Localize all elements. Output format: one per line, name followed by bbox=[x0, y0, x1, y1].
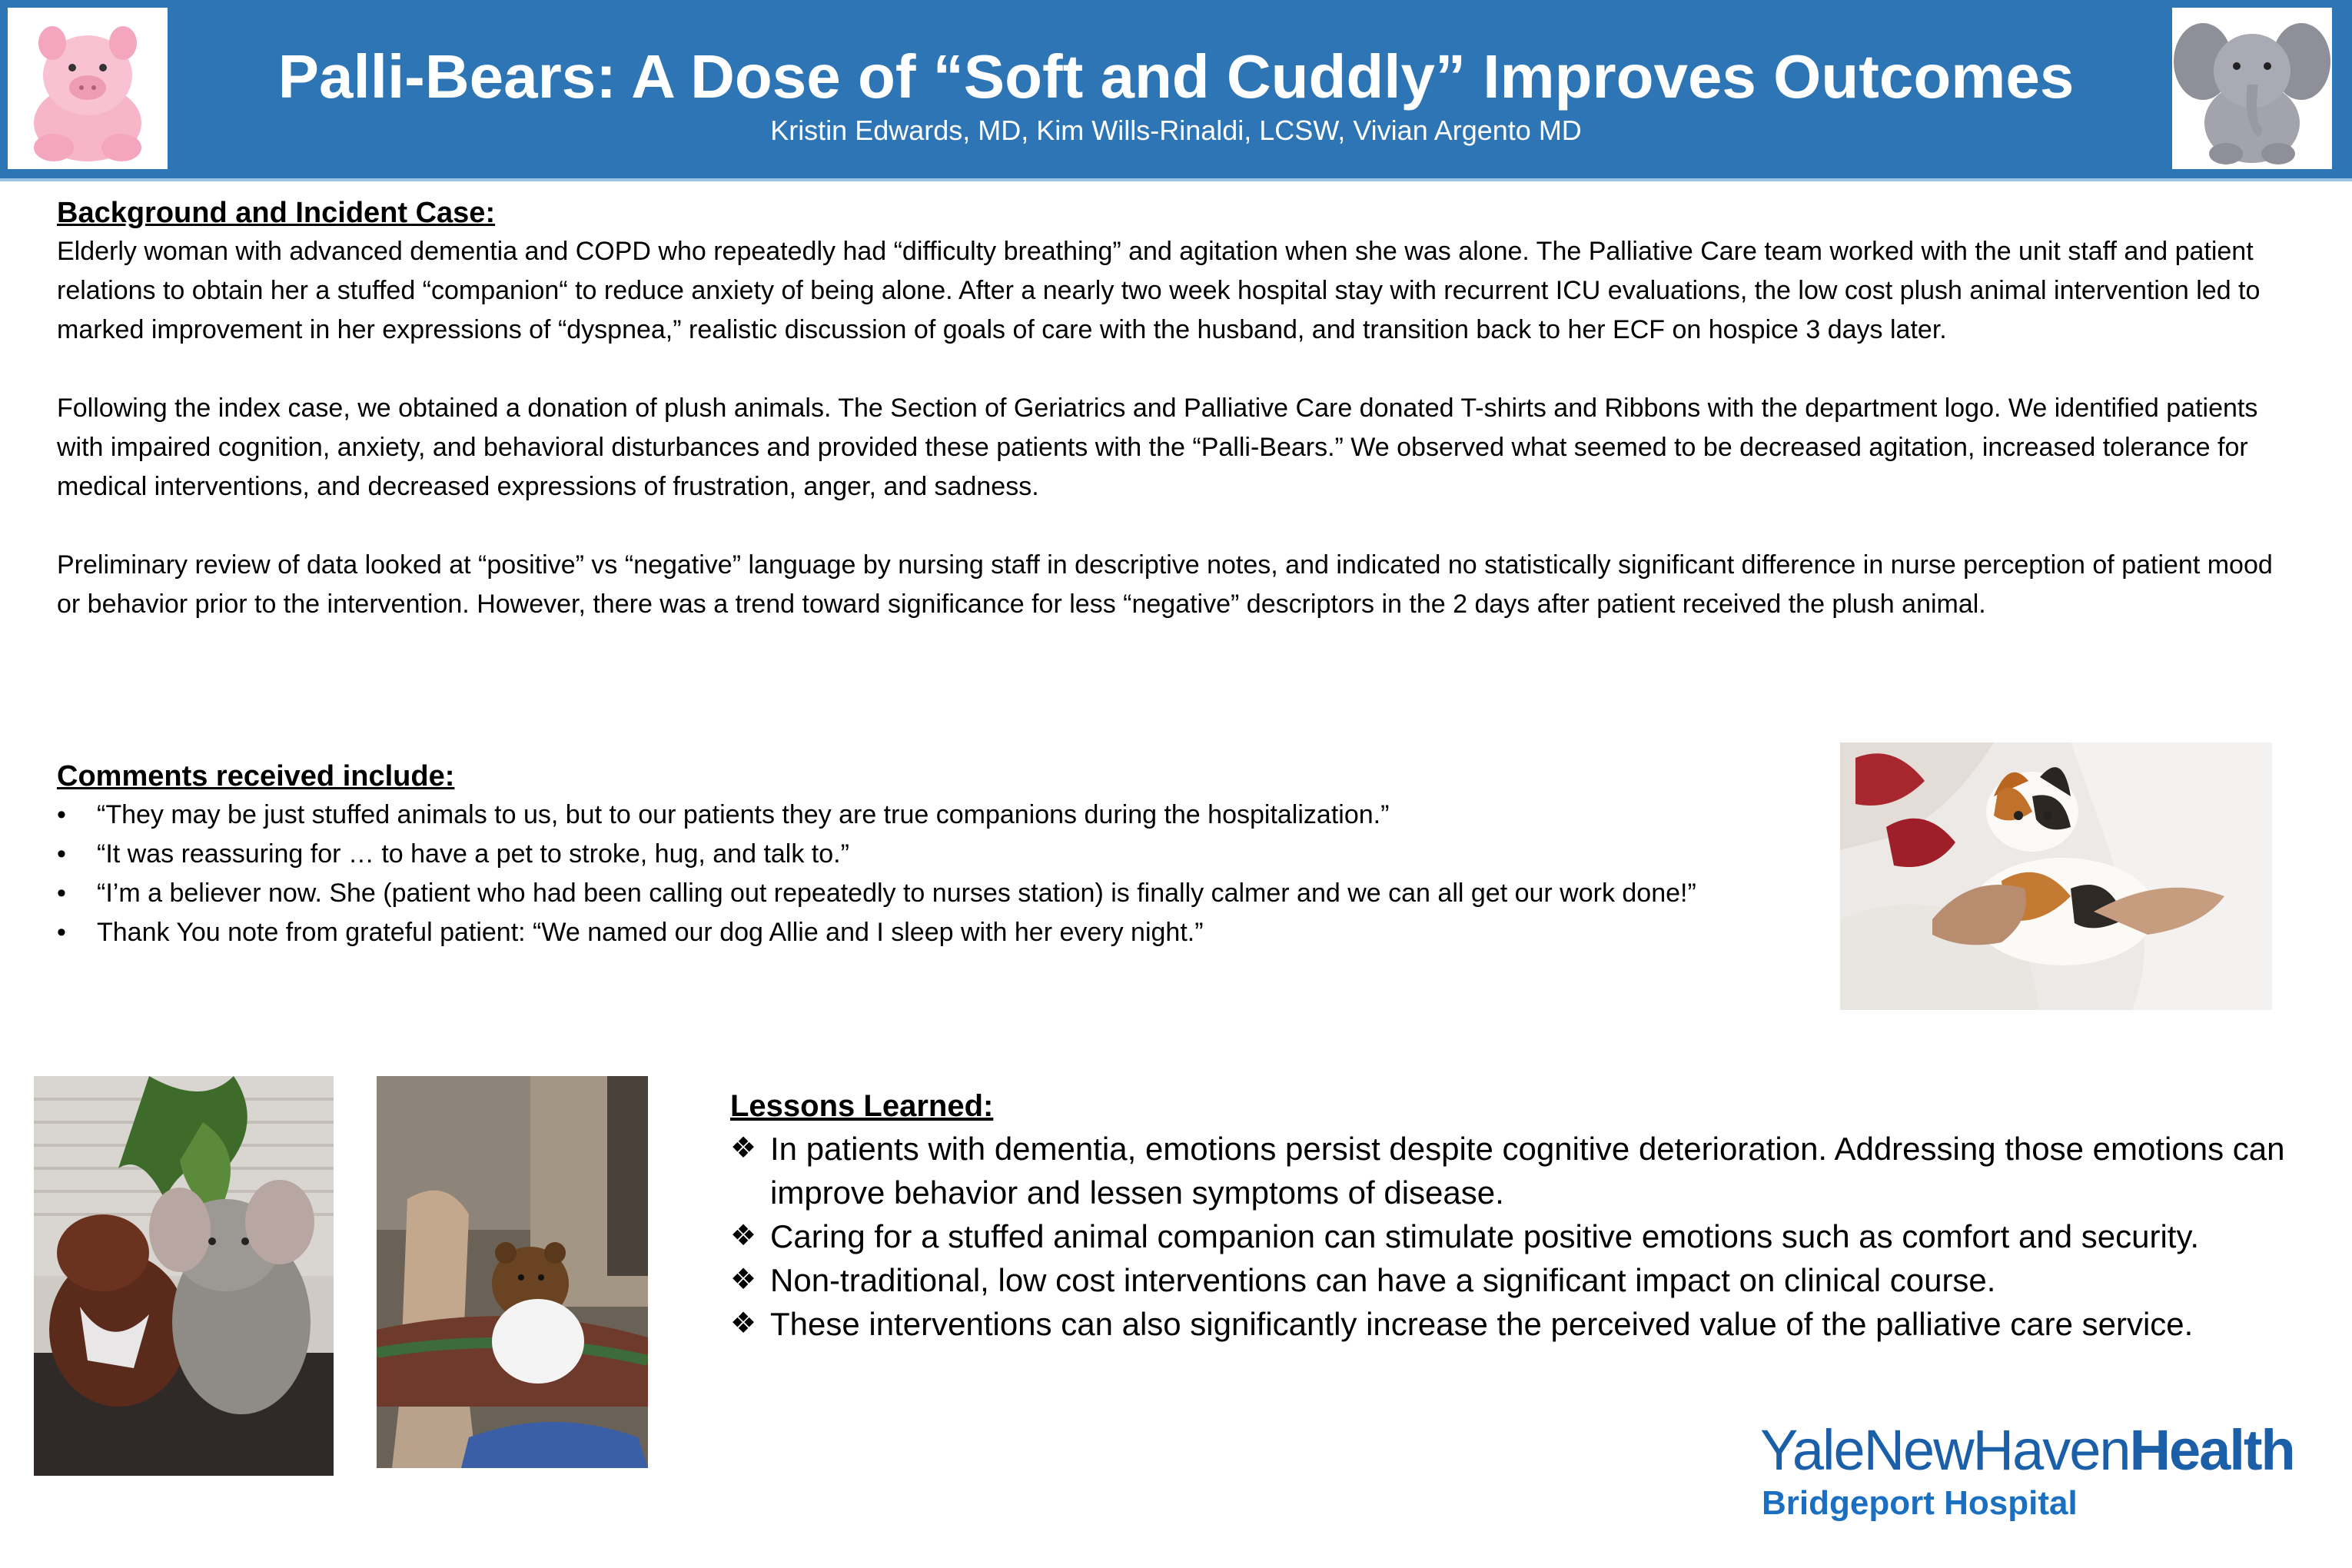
list-item bbox=[57, 796, 1794, 835]
logo-yale-text: YaleNewHaven bbox=[1760, 1418, 2130, 1482]
pink-plush-pig-photo bbox=[8, 8, 168, 169]
lesson-text: Caring for a stuffed animal companion can stimulate positive emotions such as comfort and security. bbox=[770, 1218, 2200, 1254]
lesson-text: In patients with dementia, emotions persist despite cognitive deterioration. Addressing those emotions can improve behavior and lessen symptoms of disease. bbox=[770, 1131, 2285, 1211]
diamond-bullet-icon: ❖ bbox=[730, 1132, 757, 1164]
background-paragraph: Preliminary review of data looked at “positive” vs “negative” language by nursing staff in descriptive notes, and indicated no statistically significant difference in nurse perception of patient mood or behavior prior to the intervention. However, there was a trend toward significance for less “negative” descriptors in the 2 days after patient received the plush animal. bbox=[57, 550, 2273, 619]
bear-with-patient-foot-photo bbox=[377, 1076, 648, 1468]
lessons-list bbox=[730, 1127, 2314, 1346]
list-item bbox=[57, 874, 1794, 913]
poster-authors: Kristin Edwards, MD, Kim Wills-Rinaldi, LCSW, Vivian Argento MD bbox=[770, 115, 1582, 146]
yale-new-haven-health-logo bbox=[1760, 1418, 2294, 1533]
list-item bbox=[57, 913, 1794, 952]
poster-header bbox=[0, 0, 2352, 181]
background-paragraph: Following the index case, we obtained a donation of plush animals. The Section of Geriatrics and Palliative Care donated T-shirts and Ribbons with the department logo. We identified patients with impaired cognition, anxiety, and behavioral disturbances and provided these patients with the “Palli-Bears.” We observed what seemed to be decreased agitation, increased tolerance for medical interventions, and decreased expressions of frustration, anger, and sadness. bbox=[57, 394, 2258, 501]
list-item bbox=[57, 835, 1794, 874]
lesson-text: These interventions can also significantly increase the perceived value of the palliative care service. bbox=[770, 1306, 2194, 1342]
poster-title: Palli-Bears: A Dose of “Soft and Cuddly” Improves Outcomes bbox=[277, 42, 2075, 111]
bullet-icon: • bbox=[57, 839, 66, 869]
diamond-bullet-icon: ❖ bbox=[730, 1307, 757, 1340]
moose-and-elephant-plush-photo bbox=[34, 1076, 334, 1476]
logo-wordmark bbox=[1760, 1418, 2294, 1483]
logo-health-text: Health bbox=[2129, 1418, 2294, 1482]
background-heading: Background and Incident Case: bbox=[57, 197, 496, 229]
background-section bbox=[57, 194, 2278, 663]
bullet-icon: • bbox=[57, 800, 66, 829]
lessons-heading: Lessons Learned: bbox=[730, 1089, 994, 1123]
comment-text: “It was reassuring for … to have a pet to stroke, hug, and talk to.” bbox=[97, 839, 849, 869]
list-item bbox=[730, 1258, 2314, 1302]
list-item bbox=[730, 1127, 2314, 1214]
bullet-icon: • bbox=[57, 879, 66, 908]
list-item bbox=[730, 1214, 2314, 1258]
list-item bbox=[730, 1302, 2314, 1346]
comments-heading: Comments received include: bbox=[57, 760, 455, 792]
background-paragraph: Elderly woman with advanced dementia and COPD who repeatedly had “difficulty breathing” and agitation when she was alone. The Palliative Care team worked with the unit staff and patient relations to obtain her a stuffed “companion“ to reduce anxiety of being alone. After a nearly two week hospital stay with recurrent ICU evaluations, the low cost plush animal intervention led to marked improvement in her expressions of “dyspnea,” realistic discussion of goals of care with the husband, and transition back to her ECF on hospice 3 days later. bbox=[57, 237, 2261, 344]
calico-cat-plush-photo bbox=[1840, 742, 2272, 1010]
comments-section bbox=[57, 757, 1794, 952]
gray-plush-elephant-photo bbox=[2172, 8, 2332, 169]
comment-text: “They may be just stuffed animals to us, but to our patients they are true companions during the hospitalization.” bbox=[97, 800, 1390, 829]
lesson-text: Non-traditional, low cost interventions can have a significant impact on clinical course. bbox=[770, 1262, 1996, 1298]
comment-text: Thank You note from grateful patient: “We named our dog Allie and I sleep with her every night.” bbox=[97, 918, 1204, 947]
logo-hospital-name: Bridgeport Hospital bbox=[1762, 1484, 2078, 1522]
bullet-icon: • bbox=[57, 918, 66, 947]
diamond-bullet-icon: ❖ bbox=[730, 1220, 757, 1252]
comment-text: “I’m a believer now. She (patient who had been calling out repeatedly to nurses station) is finally calmer and we can all get our work done!” bbox=[97, 879, 1696, 908]
diamond-bullet-icon: ❖ bbox=[730, 1264, 757, 1296]
lessons-section bbox=[730, 1085, 2314, 1346]
comments-list bbox=[57, 796, 1794, 952]
